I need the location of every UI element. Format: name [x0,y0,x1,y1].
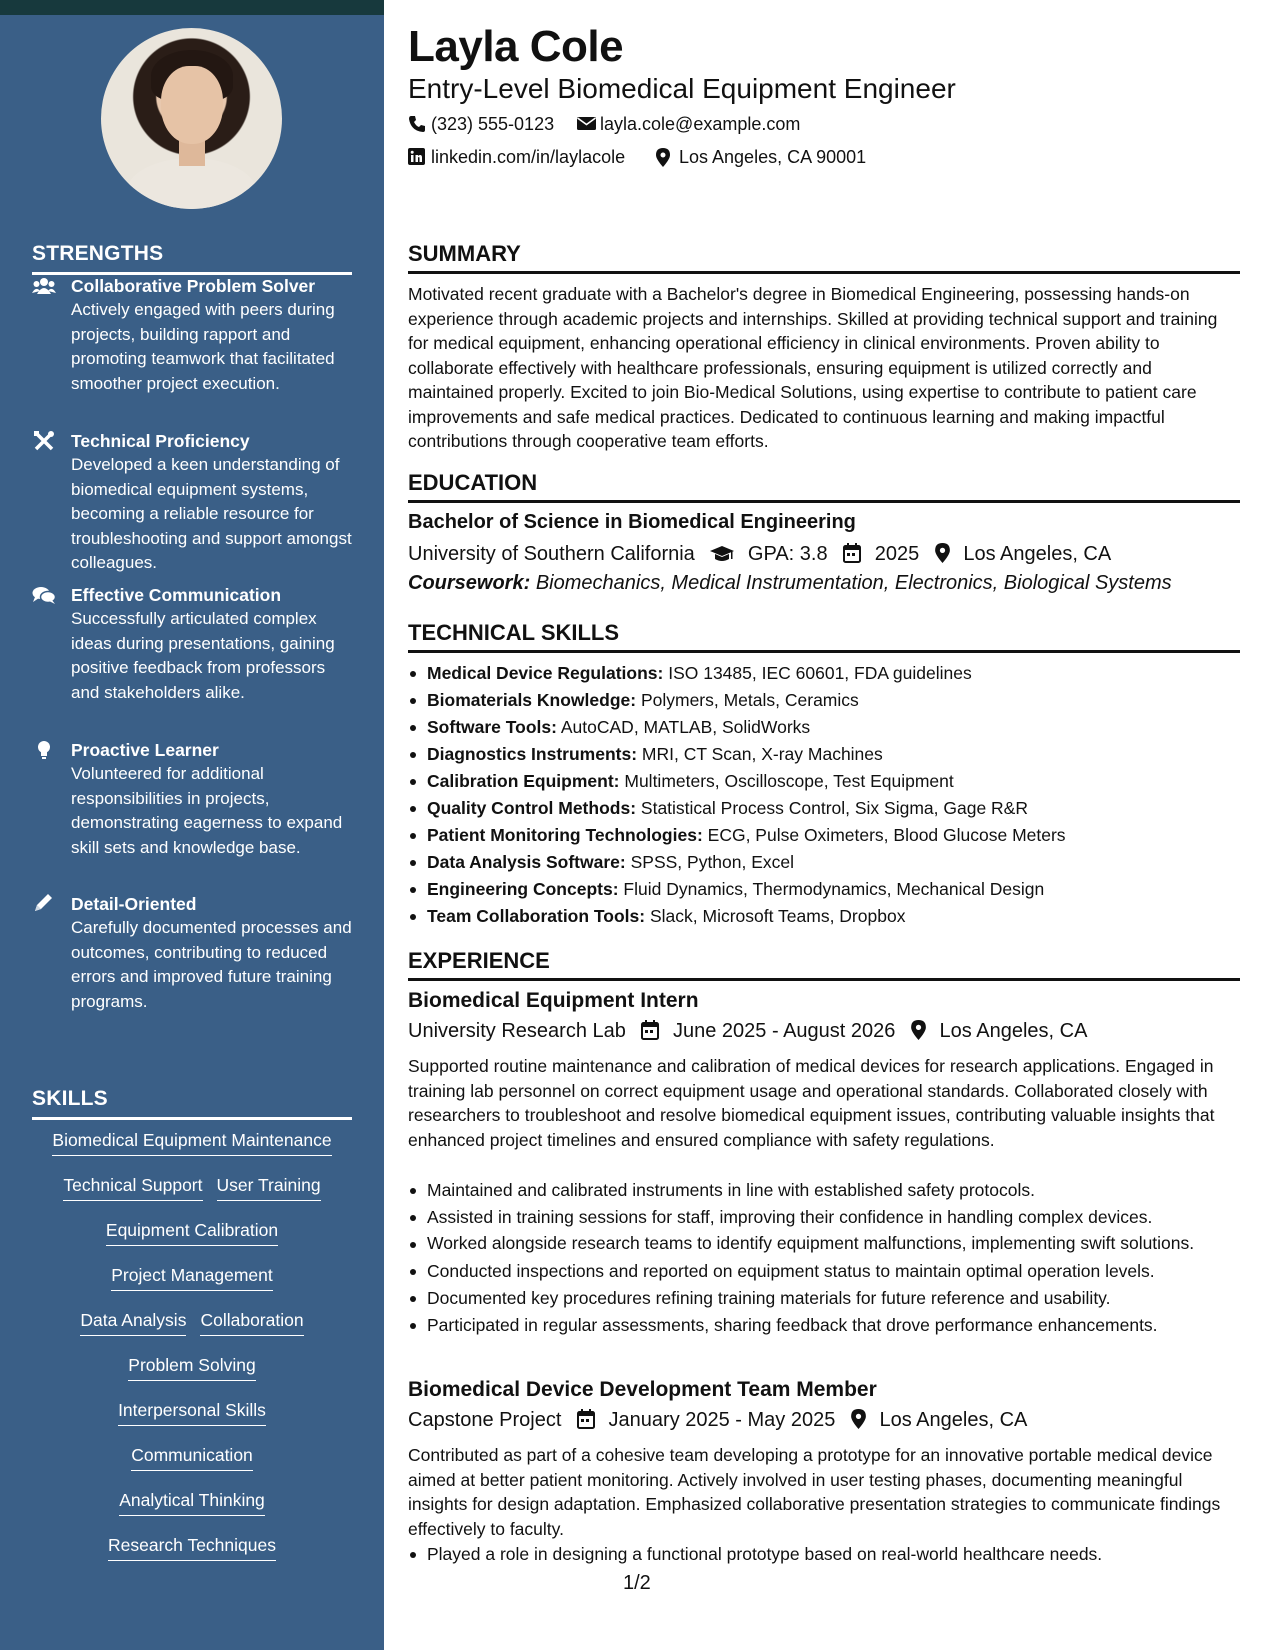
education-heading: EDUCATION [408,470,1240,503]
skill-values: Multimeters, Oscilloscope, Test Equipment [624,771,954,791]
strength-title: Technical Proficiency [71,431,250,451]
lightbulb-icon [32,740,56,760]
job-location: Los Angeles, CA [939,1020,1088,1042]
list-item [408,903,1240,930]
strength-item [32,738,352,860]
calendar-icon [577,1409,595,1429]
skill-category: Data Analysis Software: [427,852,626,872]
degree-name: Bachelor of Science in Biomedical Engineering [408,511,856,533]
strength-item [32,429,352,576]
list-item [408,822,1240,849]
school-location: Los Angeles, CA [963,543,1112,565]
skills-tag-list [22,1128,362,1578]
graduation-cap-icon [710,545,734,563]
users-icon [32,276,56,296]
strength-title: Effective Communication [71,585,282,605]
list-item: Assisted in training sessions for staff, improving their confidence in handling complex devices. [408,1204,1240,1231]
skill-tag: Project Management [111,1263,272,1291]
phone-icon [408,115,426,133]
skill-values: Fluid Dynamics, Thermodynamics, Mechanical Design [623,879,1045,899]
strength-description: Developed a keen understanding of biomedical equipment systems, becoming a reliable resource for troubleshooting and support amongst colleagues. [71,455,352,572]
list-item: Documented key procedures refining training materials for future reference and usability. [408,1285,1240,1312]
skill-tag: Analytical Thinking [119,1488,265,1516]
skill-category: Biomaterials Knowledge: [427,690,637,710]
school-name: University of Southern California [408,543,695,565]
list-item [408,768,1240,795]
skills-heading: SKILLS [32,1087,352,1120]
envelope-icon [577,115,596,131]
job-bullets [408,1177,1240,1338]
strength-item [32,583,352,705]
list-item: Worked alongside research teams to identify equipment malfunctions, implementing swift solutions. [408,1231,1240,1259]
skill-tag: Communication [131,1443,253,1471]
skill-tag: Equipment Calibration [106,1218,278,1246]
list-item: Participated in regular assessments, sharing feedback that drove performance enhancements. [408,1312,1240,1339]
skill-category: Medical Device Regulations: [427,663,664,683]
job-summary: Supported routine maintenance and calibration of medical devices for research applications. Engaged in training lab personnel on correct equipment usage and operational standards. Collaborated closely with researchers to troubleshoot and resolve biomedical equipment issues, contributing valuable insights that enhanced project timelines and ensured compliance with safety regulations. [408,1056,1215,1150]
contact-email[interactable] [577,113,800,135]
education-meta [408,541,1111,567]
strength-item [32,274,352,396]
skill-category: Calibration Equipment: [427,771,620,791]
graduation-year: 2025 [874,543,920,565]
job-organization: Capstone Project [408,1409,562,1431]
job-title: Biomedical Device Development Team Member [408,1378,877,1401]
list-item: Maintained and calibrated instruments in line with established safety protocols. [408,1177,1240,1204]
list-item [408,687,1240,714]
skill-values: ISO 13485, IEC 60601, FDA guidelines [668,663,972,683]
skill-category: Patient Monitoring Technologies: [427,825,703,845]
technical-skills-list [408,660,1240,930]
list-item [408,660,1240,687]
calendar-icon [641,1020,659,1040]
map-pin-icon [911,1020,926,1040]
skill-category: Engineering Concepts: [427,879,619,899]
list-item [408,795,1240,822]
list-item [408,714,1240,741]
coursework-line [408,572,1172,595]
strength-item [32,892,352,1014]
calendar-icon [843,543,861,563]
gpa: GPA: 3.8 [747,543,828,565]
skill-values: Slack, Microsoft Teams, Dropbox [649,906,906,926]
strength-title: Collaborative Problem Solver [71,276,316,296]
candidate-title: Entry-Level Biomedical Equipment Engineer [408,73,956,104]
strength-title: Detail-Oriented [71,894,197,914]
skill-tag: User Training [217,1173,321,1201]
job-title: Biomedical Equipment Intern [408,989,699,1012]
strength-title: Proactive Learner [71,740,219,760]
summary-text: Motivated recent graduate with a Bachelor's degree in Biomedical Engineering, possessing hands-on experience through academic projects and internships. Skilled at providing technical support and training for medical equipment, enhancing operational efficiency in clinical environments. Proven ability to collaborate effectively with healthcare professionals, ensuring equipment is utilized correctly and maintained properly. Excited to join Bio-Medical Solutions, using expertise to contribute to patient care improvements and safe medical practices. Dedicated to continuous learning and making impactful contributions through cooperative team efforts. [408,284,1218,451]
comments-icon [32,585,56,605]
skill-values: SPSS, Python, Excel [630,852,795,872]
technical-skills-heading: TECHNICAL SKILLS [408,620,1240,653]
sidebar [0,0,384,1650]
list-item: Played a role in designing a functional prototype based on real-world healthcare needs. [408,1541,1240,1568]
strengths-heading: STRENGTHS [32,242,352,275]
job-dates: June 2025 - August 2026 [673,1020,896,1042]
experience-heading: EXPERIENCE [408,948,1240,981]
coursework-list: Biomechanics, Medical Instrumentation, Electronics, Biological Systems [535,572,1172,594]
phone-text: (323) 555-0123 [431,114,555,134]
linkedin-text: linkedin.com/in/laylacole [431,147,626,167]
contact-location [656,146,866,168]
skill-values: AutoCAD, MATLAB, SolidWorks [560,717,811,737]
skill-tag: Collaboration [200,1308,303,1336]
skill-tag: Data Analysis [80,1308,186,1336]
map-pin-icon [851,1409,866,1429]
map-pin-icon [935,543,950,563]
page-number: 1/2 [623,1572,651,1594]
contact-phone[interactable] [408,113,554,135]
strength-description: Carefully documented processes and outcomes, contributing to reduced errors and improved future training programs. [71,918,352,1011]
job-dates: January 2025 - May 2025 [608,1409,836,1431]
skill-category: Software Tools: [427,717,557,737]
strength-description: Volunteered for additional responsibilities in projects, demonstrating eagerness to expand skill sets and knowledge base. [71,764,343,857]
skill-category: Diagnostics Instruments: [427,744,638,764]
list-item: Conducted inspections and reported on equipment status to maintain optimal operation levels. [408,1258,1240,1285]
job-meta [408,1407,1027,1433]
linkedin-icon [408,148,425,165]
skill-tag: Problem Solving [128,1353,255,1381]
map-pin-icon [656,148,670,167]
skill-tag: Research Techniques [108,1533,276,1561]
profile-photo [101,28,282,209]
strength-description: Successfully articulated complex ideas during presentations, gaining positive feedback from professors and stakeholders alike. [71,609,335,702]
skill-tag: Interpersonal Skills [118,1398,266,1426]
skill-tag: Technical Support [63,1173,202,1201]
email-text: layla.cole@example.com [600,114,801,134]
skill-values: Polymers, Metals, Ceramics [640,690,859,710]
coursework-label: Coursework: [408,572,531,594]
job-bullets [408,1541,1240,1568]
job-location: Los Angeles, CA [879,1409,1028,1431]
skill-values: MRI, CT Scan, X-ray Machines [641,744,883,764]
location-text: Los Angeles, CA 90001 [679,147,867,167]
skill-category: Team Collaboration Tools: [427,906,646,926]
sidebar-top-bar [0,0,384,15]
skill-tag: Biomedical Equipment Maintenance [52,1128,331,1156]
skill-values: Statistical Process Control, Six Sigma, Gage R&R [640,798,1028,818]
pencil-icon [32,894,56,914]
job-summary: Contributed as part of a cohesive team developing a prototype for an innovative portable medical device aimed at better patient monitoring. Actively involved in user testing phases, documenting meaningful insights for design adaptation. Emphasized collaborative presentation strategies to communicate findings effectively to faculty. [408,1445,1221,1539]
summary-heading: SUMMARY [408,241,1240,274]
list-item [408,876,1240,903]
list-item [408,741,1240,768]
skill-values: ECG, Pulse Oximeters, Blood Glucose Meters [707,825,1066,845]
job-meta [408,1018,1087,1044]
strength-description: Actively engaged with peers during projects, building rapport and promoting teamwork that facilitated smoother project execution. [71,300,335,393]
tools-icon [32,431,56,451]
contact-linkedin[interactable] [408,146,625,168]
list-item [408,849,1240,876]
skill-category: Quality Control Methods: [427,798,637,818]
job-organization: University Research Lab [408,1020,626,1042]
candidate-name: Layla Cole [408,22,624,71]
